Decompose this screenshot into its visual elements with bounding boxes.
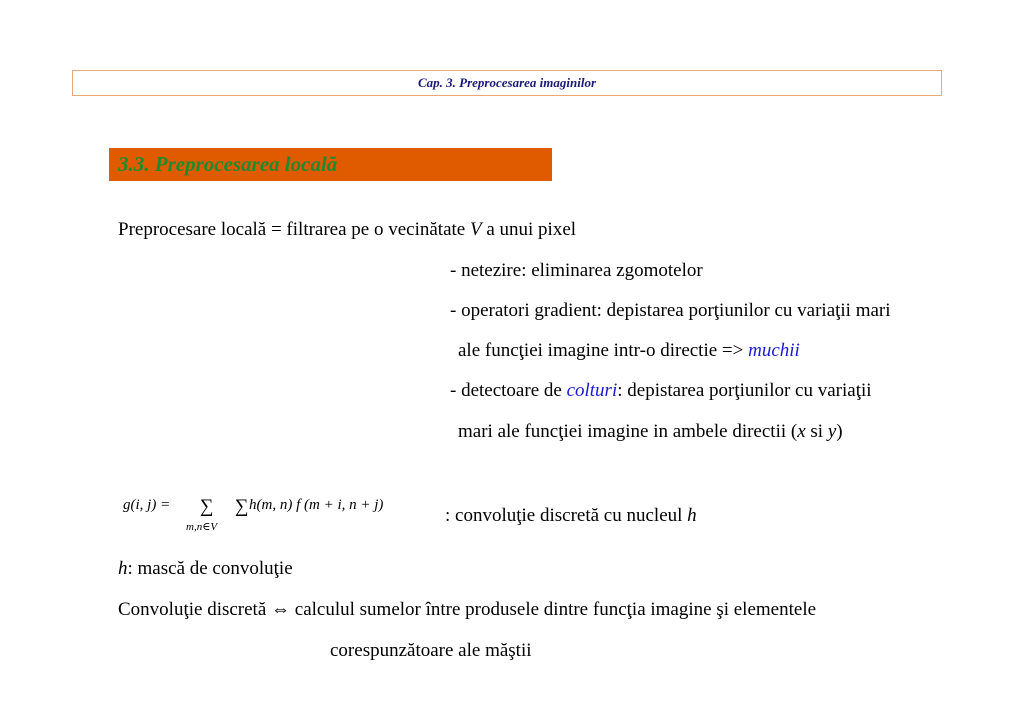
variable-v: V — [469, 219, 482, 240]
formula-rhs: h(m, n) f (m + i, n + j) — [249, 497, 384, 513]
variable-y: y — [827, 421, 837, 442]
mask-definition — [118, 559, 293, 578]
mask-variable-h: h — [118, 558, 128, 579]
corners-text-start: - detectoare de — [450, 380, 567, 401]
convolution-formula — [123, 496, 384, 533]
sum-symbol-1: ∑ — [200, 496, 214, 517]
keyword-muchii: muchii — [748, 340, 800, 361]
section-title: 3.3. Preprocesarea locală — [118, 152, 338, 176]
formula-lhs: g(i, j) = — [123, 497, 171, 513]
keyword-colturi: colturi — [566, 380, 618, 401]
bullet-smoothing: - netezire: eliminarea zgomotelor — [450, 260, 703, 281]
chapter-header-title: Cap. 3. Preprocesarea imaginilor — [417, 75, 597, 90]
section-title-bar — [109, 148, 552, 181]
formula-description-text: : convoluţie discretă cu nucleul — [445, 505, 688, 526]
definition-text-end: a unui pixel — [481, 219, 577, 240]
bullet-corners-cont — [458, 422, 843, 441]
mask-definition-text: : mască de convoluţie — [127, 558, 293, 579]
definition-line — [118, 220, 576, 239]
corners-cont-text: mari ale funcţiei imagine in ambele directii ( — [458, 421, 798, 442]
bullet-corners — [450, 381, 872, 400]
corners-cont-close: ) — [836, 421, 843, 442]
variable-h: h — [687, 505, 697, 526]
convolution-definition-cont: corespunzătoare ale măştii — [330, 640, 532, 661]
bullet-gradient-cont — [458, 341, 800, 360]
gradient-cont-text: ale funcţiei imagine intr-o directie => — [458, 340, 749, 361]
variable-x: x — [797, 421, 806, 442]
chapter-header-box — [72, 70, 942, 96]
formula-subscript: m,n∈V — [186, 521, 218, 533]
sum-symbol-2: ∑ — [235, 496, 249, 517]
corners-text-end: : depistarea porţiunilor cu variaţii — [617, 380, 872, 401]
definition-text: Preprocesare locală = filtrarea pe o vecinătate — [118, 219, 470, 240]
bullet-gradient: - operatori gradient: depistarea porţiunilor cu variaţii mari — [450, 300, 891, 321]
convolution-definition: Convoluţie discretă ⇔ calculul sumelor între produsele dintre funcţia imagine şi elementele — [118, 599, 817, 620]
formula-description — [445, 506, 697, 525]
corners-cont-si: si — [805, 421, 828, 442]
